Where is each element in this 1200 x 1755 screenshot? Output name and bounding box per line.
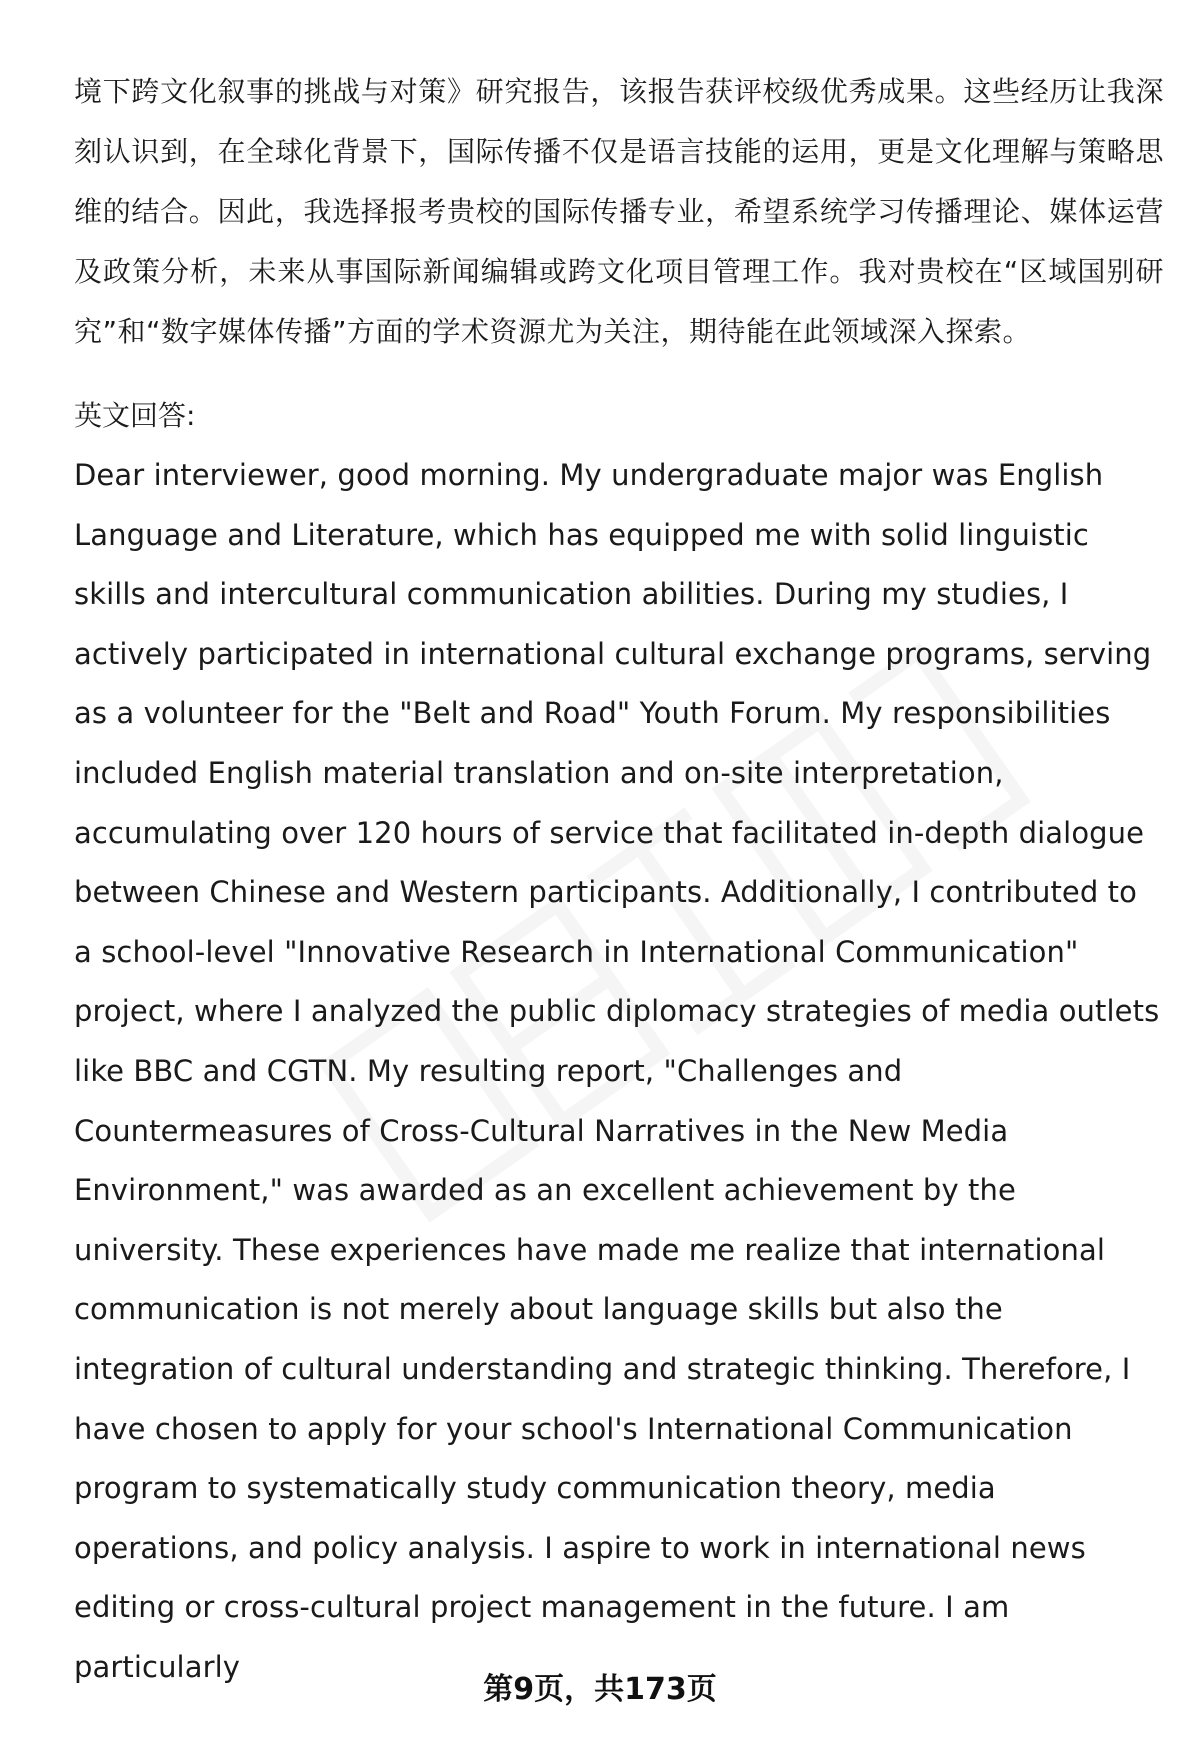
english-answer-heading: 英文回答: xyxy=(74,399,196,432)
document-body xyxy=(74,62,1164,1697)
english-answer-paragraph: Dear interviewer, good morning. My undergraduate major was English Language and Literature, which has equipped me with solid linguistic skills and intercultural communication abilities. During my studies, I actively participated in international cultural exchange programs, serving as a volunteer for the "Belt and Road" Youth Forum. My responsibilities included English material translation and on-site interpretation, accumulating over 120 hours of service that facilitated in-depth dialogue between Chinese and Western participants. Additionally, I contributed to a school-level "Innovative Research in International Communication" project, where I analyzed the public diplomacy strategies of media outlets like BBC and CGTN. My resulting report, "Challenges and Countermeasures of Cross-Cultural Narratives in the New Media Environment," was awarded as an excellent achievement by the university. These experiences have made me realize that international communication is not merely about language skills but also the integration of cultural understanding and strategic thinking. Therefore, I have chosen to apply for your school's International Communication program to systematically study communication theory, media operations, and policy analysis. I aspire to work in international news editing or cross-cultural project management in the future. I am particularly xyxy=(74,458,1160,1684)
page-number-footer: 第9页，共173页 xyxy=(483,1672,717,1707)
chinese-answer-paragraph: 境下跨文化叙事的挑战与对策》研究报告，该报告获评校级优秀成果。这些经历让我深刻认识到，在全球化背景下，国际传播不仅是语言技能的运用，更是文化理解与策略思维的结合。因此，我选择报考贵校的国际传播专业，希望系统学习传播理论、媒体运营及政策分析，未来从事国际新闻编辑或跨文化项目管理工作。我对贵校在“区域国别研究”和“数字媒体传播”方面的学术资源尤为关注，期待能在此领域深入探索。 xyxy=(74,75,1164,348)
